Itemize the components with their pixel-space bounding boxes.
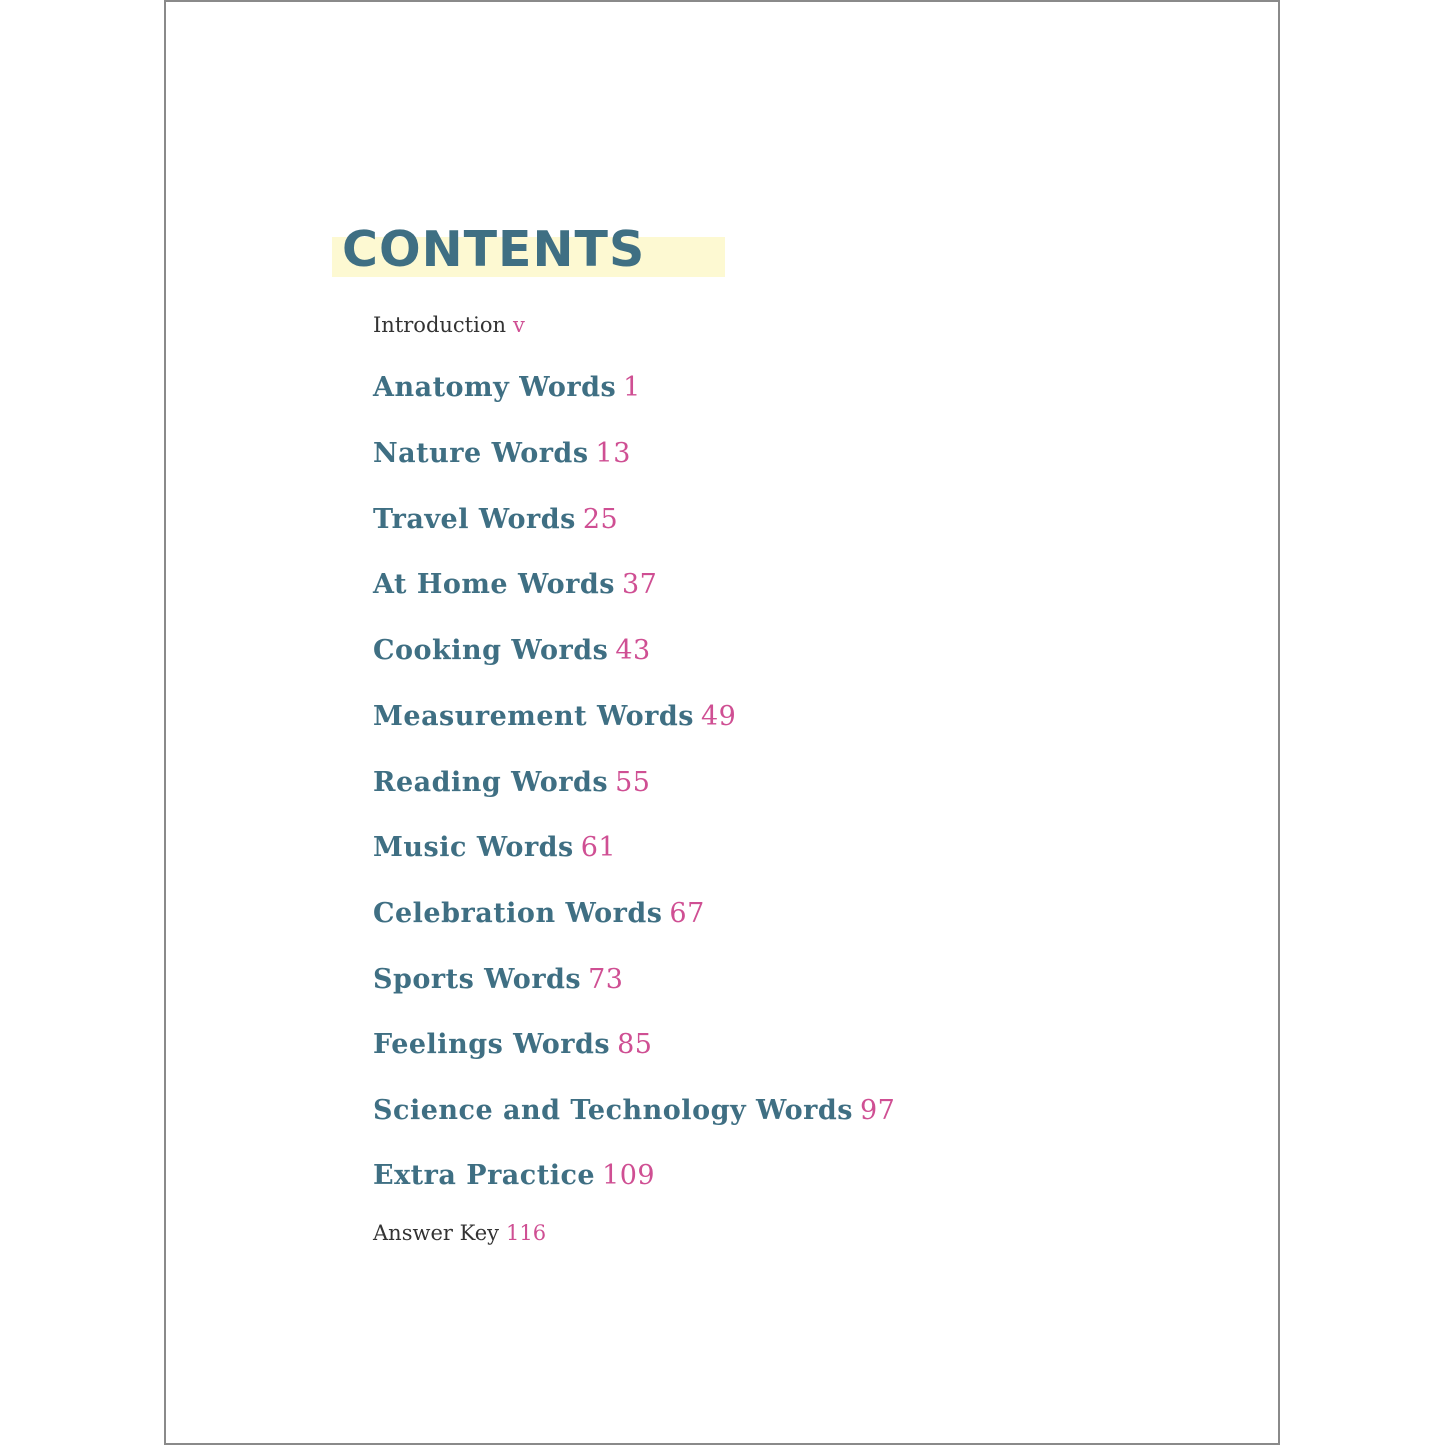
- toc-entry-music-words[interactable]: [373, 832, 616, 863]
- toc-entry-introduction[interactable]: [373, 313, 525, 337]
- toc-entry-nature-words[interactable]: [373, 438, 631, 469]
- toc-entry-travel-words[interactable]: [373, 504, 618, 535]
- toc-entry-page: 55: [615, 767, 651, 798]
- toc-entry-title: Travel Words: [373, 504, 576, 535]
- toc-entry-measurement-words[interactable]: [373, 701, 736, 732]
- toc-entry-title: Anatomy Words: [373, 372, 617, 403]
- toc-entry-answer-key[interactable]: [373, 1221, 546, 1245]
- toc-entry-page: 37: [621, 569, 658, 600]
- toc-entry-title: Celebration Words: [373, 898, 663, 929]
- toc-entry-page: 1: [623, 372, 641, 403]
- toc-entry-page: v: [513, 313, 525, 337]
- toc-entry-title: Answer Key: [373, 1221, 499, 1245]
- toc-entry-cooking-words[interactable]: [373, 635, 651, 666]
- toc-entry-title: Reading Words: [373, 767, 609, 798]
- toc-entry-page: 49: [700, 701, 737, 732]
- toc-entry-page: 13: [595, 438, 631, 469]
- toc-entry-at-home-words[interactable]: [373, 569, 657, 600]
- toc-entry-science-technology-words[interactable]: [373, 1095, 895, 1126]
- toc-entry-feelings-words[interactable]: [373, 1029, 652, 1060]
- contents-heading: CONTENTS: [342, 221, 646, 278]
- toc-entry-page: 116: [506, 1221, 547, 1245]
- toc-entry-title: Music Words: [373, 832, 574, 863]
- toc-entry-title: Science and Technology Words: [373, 1095, 853, 1126]
- toc-entry-title: Extra Practice: [373, 1160, 596, 1191]
- toc-entry-page: 25: [582, 504, 619, 535]
- toc-entry-title: Sports Words: [373, 964, 582, 995]
- toc-entry-sports-words[interactable]: [373, 964, 623, 995]
- toc-entry-page: 109: [602, 1160, 656, 1191]
- contents-heading-block: [332, 221, 725, 283]
- toc-entry-title: Cooking Words: [373, 635, 609, 666]
- toc-entry-extra-practice[interactable]: [373, 1160, 655, 1191]
- toc-entry-title: At Home Words: [373, 569, 615, 600]
- toc-entry-reading-words[interactable]: [373, 767, 650, 798]
- toc-entry-page: 97: [859, 1095, 896, 1126]
- toc-entry-title: Feelings Words: [373, 1029, 611, 1060]
- toc-entry-page: 85: [617, 1029, 653, 1060]
- toc-entry-title: Introduction: [373, 313, 506, 337]
- toc-entry-title: Measurement Words: [373, 701, 694, 732]
- toc-entry-celebration-words[interactable]: [373, 898, 705, 929]
- toc-entry-page: 61: [580, 832, 617, 863]
- book-page: [164, 0, 1280, 1445]
- toc-entry-anatomy-words[interactable]: [373, 372, 641, 403]
- toc-entry-page: 73: [588, 964, 624, 995]
- toc-entry-title: Nature Words: [373, 438, 589, 469]
- toc-entry-page: 43: [615, 635, 651, 666]
- toc-entry-page: 67: [669, 898, 705, 929]
